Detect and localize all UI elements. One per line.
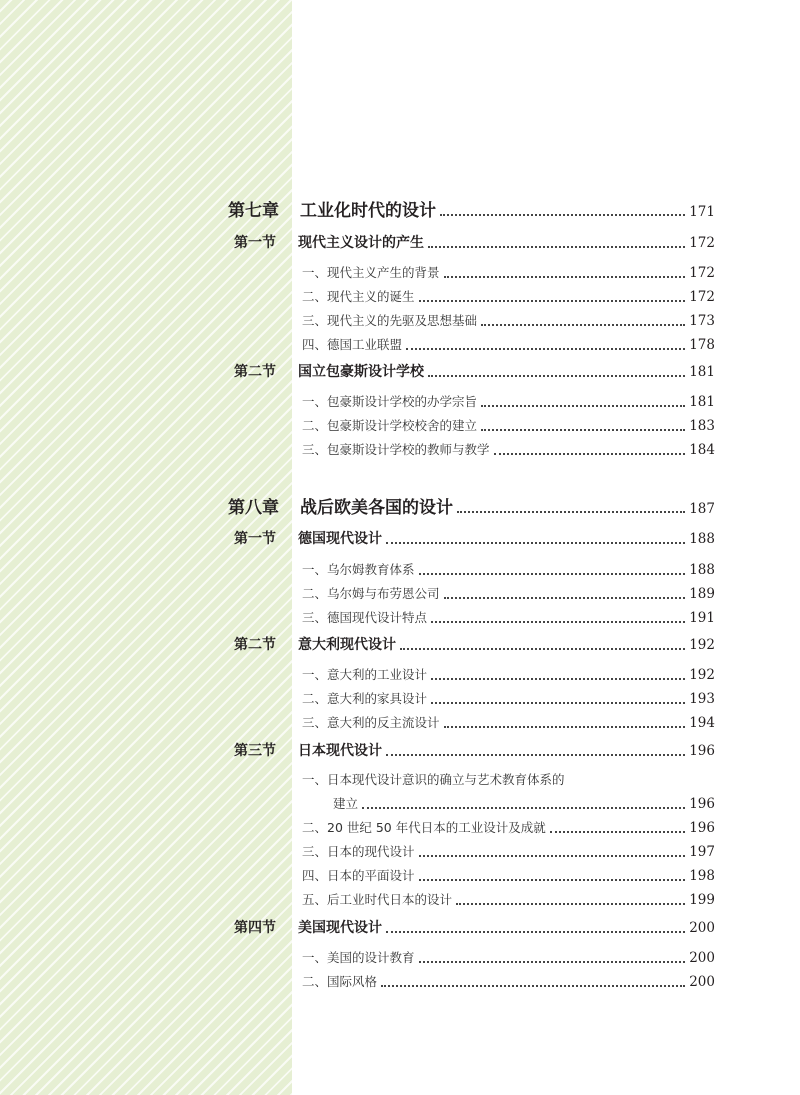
toc-item[interactable]: [302, 606, 715, 630]
dot-leader: [444, 597, 686, 599]
toc-item[interactable]: [302, 309, 715, 333]
page-number: 173: [689, 313, 715, 329]
section-title: 美国现代设计: [298, 920, 382, 936]
item-title-continuation: 建立: [333, 796, 359, 811]
page-number: 181: [689, 364, 715, 380]
page-number: 196: [689, 796, 715, 812]
toc-item[interactable]: [302, 768, 565, 792]
chapter-number: 第七章: [228, 201, 279, 221]
toc-item[interactable]: [302, 390, 715, 414]
item-title: 四、德国工业联盟: [302, 337, 403, 352]
page-number: 191: [689, 610, 715, 626]
dot-leader: [386, 754, 685, 756]
item-title: 四、日本的平面设计: [302, 868, 415, 883]
toc-item[interactable]: [302, 582, 715, 606]
page-number: 192: [689, 637, 715, 653]
section-entry[interactable]: [234, 633, 715, 657]
dot-leader: [444, 276, 686, 278]
dot-leader: [481, 405, 685, 407]
dot-leader: [428, 375, 685, 377]
dot-leader: [419, 300, 686, 302]
dot-leader: [419, 573, 686, 575]
chapter-entry-8[interactable]: [228, 496, 715, 520]
section-entry[interactable]: [234, 916, 715, 940]
dot-leader: [381, 985, 685, 987]
item-title: 二、意大利的家具设计: [302, 691, 428, 706]
item-title: 一、日本现代设计意识的确立与艺术教育体系的: [302, 772, 565, 787]
toc-item[interactable]: [302, 414, 715, 438]
section-title: 国立包豪斯设计学校: [298, 364, 424, 380]
section-number: 第二节: [234, 364, 276, 380]
toc-item[interactable]: [302, 970, 715, 994]
dot-leader: [386, 931, 685, 933]
item-title: 一、包豪斯设计学校的办学宗旨: [302, 394, 478, 409]
page-number: 193: [689, 691, 715, 707]
page-number: 192: [689, 667, 715, 683]
page-number: 189: [689, 586, 715, 602]
item-title: 二、20 世纪 50 年代日本的工业设计及成就: [302, 820, 546, 835]
toc-item-continuation[interactable]: [333, 792, 715, 816]
dot-leader: [431, 621, 685, 623]
toc-item[interactable]: [302, 663, 715, 687]
page-number: 200: [689, 920, 715, 936]
toc-item[interactable]: [302, 438, 715, 462]
toc-item[interactable]: [302, 558, 715, 582]
chapter-number: 第八章: [228, 498, 279, 518]
page-number: 200: [689, 950, 715, 966]
item-title: 一、现代主义产生的背景: [302, 265, 440, 280]
toc-item[interactable]: [302, 711, 715, 735]
item-title: 一、美国的设计教育: [302, 950, 415, 965]
page-number: 184: [689, 442, 715, 458]
dot-leader: [419, 961, 686, 963]
dot-leader: [440, 214, 685, 216]
toc-item[interactable]: [302, 864, 715, 888]
page-number: 172: [689, 289, 715, 305]
item-title: 二、现代主义的诞生: [302, 289, 415, 304]
section-number: 第四节: [234, 920, 276, 936]
dot-leader: [550, 831, 685, 833]
item-title: 五、后工业时代日本的设计: [302, 892, 453, 907]
section-number: 第一节: [234, 235, 276, 251]
section-number: 第一节: [234, 531, 276, 547]
dot-leader: [362, 807, 685, 809]
toc-item[interactable]: [302, 888, 715, 912]
page-number: 196: [689, 743, 715, 759]
section-number: 第三节: [234, 743, 276, 759]
section-title: 日本现代设计: [298, 743, 382, 759]
dot-leader: [428, 246, 685, 248]
toc-item[interactable]: [302, 687, 715, 711]
dot-leader: [386, 542, 685, 544]
page-number: 188: [689, 531, 715, 547]
page-number: 183: [689, 418, 715, 434]
item-title: 二、乌尔姆与布劳恩公司: [302, 586, 440, 601]
dot-leader: [419, 879, 686, 881]
page-number: 187: [689, 501, 715, 517]
dot-leader: [494, 453, 686, 455]
dot-leader: [481, 324, 685, 326]
page-number: 172: [689, 265, 715, 281]
section-entry[interactable]: [234, 231, 715, 255]
toc-item[interactable]: [302, 333, 715, 357]
dot-leader: [419, 855, 686, 857]
dot-leader: [457, 511, 685, 513]
item-title: 一、意大利的工业设计: [302, 667, 428, 682]
dot-leader: [481, 429, 685, 431]
dot-leader: [431, 702, 685, 704]
section-entry[interactable]: [234, 739, 715, 763]
page-number: 200: [689, 974, 715, 990]
toc-item[interactable]: [302, 261, 715, 285]
dot-leader: [456, 903, 685, 905]
item-title: 三、意大利的反主流设计: [302, 715, 440, 730]
page-number: 181: [689, 394, 715, 410]
dot-leader: [406, 348, 685, 350]
chapter-title: 战后欧美各国的设计: [300, 498, 453, 518]
item-title: 一、乌尔姆教育体系: [302, 562, 415, 577]
toc-item[interactable]: [302, 816, 715, 840]
page-number: 199: [689, 892, 715, 908]
item-title: 三、现代主义的先驱及思想基础: [302, 313, 478, 328]
toc-item[interactable]: [302, 946, 715, 970]
item-title: 二、包豪斯设计学校校舍的建立: [302, 418, 478, 433]
section-entry[interactable]: [234, 360, 715, 384]
item-title: 三、包豪斯设计学校的教师与教学: [302, 442, 490, 457]
section-title: 德国现代设计: [298, 531, 382, 547]
section-entry[interactable]: [234, 527, 715, 551]
dot-leader: [444, 726, 686, 728]
page-number: 171: [689, 204, 715, 220]
section-title: 现代主义设计的产生: [298, 235, 424, 251]
page-number: 198: [689, 868, 715, 884]
chapter-title: 工业化时代的设计: [300, 201, 436, 221]
dot-leader: [431, 678, 685, 680]
dot-leader: [400, 648, 685, 650]
section-number: 第二节: [234, 637, 276, 653]
item-title: 三、德国现代设计特点: [302, 610, 428, 625]
toc-item[interactable]: [302, 285, 715, 309]
item-title: 二、国际风格: [302, 974, 378, 989]
page-number: 178: [689, 337, 715, 353]
page-number: 188: [689, 562, 715, 578]
page-number: 197: [689, 844, 715, 860]
toc-item[interactable]: [302, 840, 715, 864]
page-number: 196: [689, 820, 715, 836]
page-number: 194: [689, 715, 715, 731]
page-number: 172: [689, 235, 715, 251]
chapter-entry-7[interactable]: [228, 199, 715, 223]
section-title: 意大利现代设计: [298, 637, 396, 653]
item-title: 三、日本的现代设计: [302, 844, 415, 859]
